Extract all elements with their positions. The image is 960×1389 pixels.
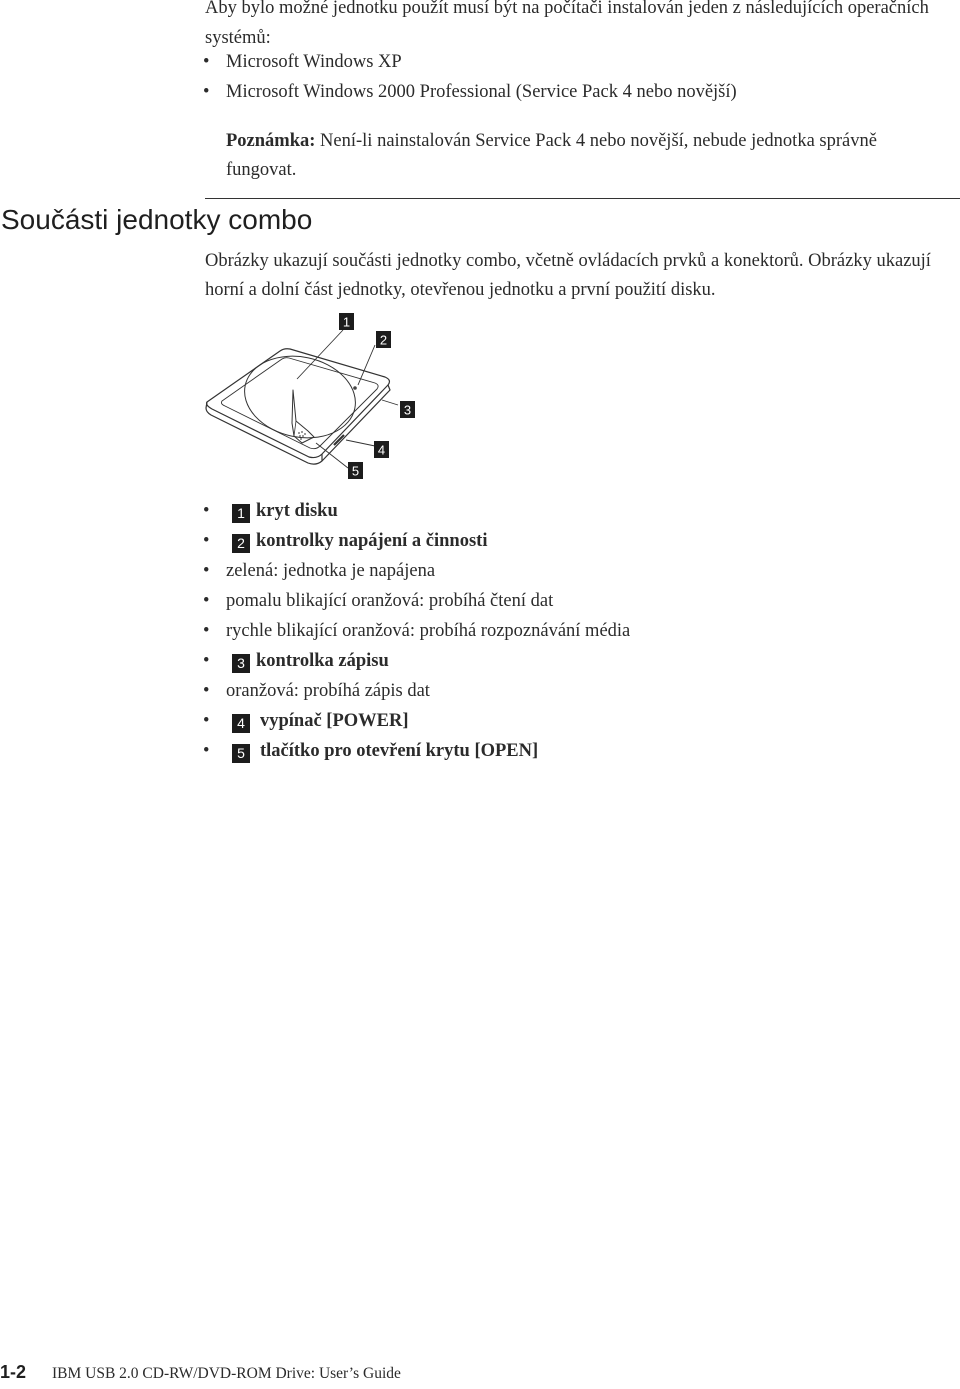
callout-number: 3 (232, 654, 250, 673)
bullet-mark: • (203, 621, 210, 641)
callout-number: 2 (232, 534, 250, 553)
os-list-item-text: Microsoft Windows XP (226, 52, 402, 72)
bullet-mark: • (203, 591, 210, 611)
note (226, 127, 946, 185)
svg-text:1: 1 (342, 314, 351, 330)
part-label: vypínač [POWER] (260, 711, 409, 731)
intro-paragraph: Aby bylo možné jednotku použít musí být na počítači instalován jeden z následujících operačních systémů: (205, 0, 929, 48)
list-item-text: oranžová: probíhá zápis dat (226, 681, 430, 701)
list-item-text: rychle blikající oranžová: probíhá rozpoznávání média (226, 621, 631, 641)
figure-callout-2 (376, 331, 391, 348)
bullet-mark: • (203, 651, 210, 671)
bullet-mark: • (203, 741, 210, 761)
svg-text:4: 4 (377, 442, 386, 458)
list-item-text: pomalu blikající oranžová: probíhá čtení dat (226, 591, 554, 611)
bullet-mark: • (203, 52, 210, 72)
os-list-item-text: Microsoft Windows 2000 Professional (Service Pack 4 nebo novější) (226, 82, 737, 102)
figure-callout-1 (339, 313, 354, 330)
callout-number: 5 (232, 744, 250, 763)
bullet-mark: • (203, 681, 210, 701)
figure-callout-5 (348, 462, 363, 479)
svg-text:3: 3 (403, 402, 412, 418)
bullet-mark: • (203, 561, 210, 581)
figure-callout-3 (400, 401, 415, 418)
bullet-mark: • (203, 531, 210, 551)
page-number: 1-2 (0, 1362, 27, 1382)
part-label: kontrolky napájení a činnosti (256, 531, 488, 551)
callout-number: 4 (232, 714, 250, 733)
svg-text:2: 2 (379, 332, 388, 348)
part-label: kryt disku (256, 501, 338, 521)
bullet-mark: • (203, 82, 210, 102)
part-label: tlačítko pro otevření krytu [OPEN] (260, 741, 539, 761)
callout-number: 1 (232, 504, 250, 523)
section-rule (205, 198, 960, 199)
drive-illustration (200, 305, 440, 495)
bullet-mark: • (203, 501, 210, 521)
bullet-mark: • (203, 711, 210, 731)
figure-callout-4 (374, 441, 389, 458)
part-label: kontrolka zápisu (256, 651, 389, 671)
note-text: Není-li nainstalován Service Pack 4 nebo novější, nebude jednotka správně fungovat. (226, 131, 877, 180)
note-label: Poznámka: (226, 131, 316, 151)
document-title: IBM USB 2.0 CD-RW/DVD-ROM Drive: User’s Guide (52, 1365, 401, 1382)
list-item-text: zelená: jednotka je napájena (226, 561, 436, 581)
svg-text:5: 5 (351, 463, 360, 479)
section-heading: Součásti jednotky combo (1, 204, 313, 235)
section-paragraph: Obrázky ukazují součásti jednotky combo, včetně ovládacích prvků a konektorů. Obrázky ukazují horní a dolní část jednotky, otevřenou jednotku a první použití disku. (205, 251, 931, 300)
